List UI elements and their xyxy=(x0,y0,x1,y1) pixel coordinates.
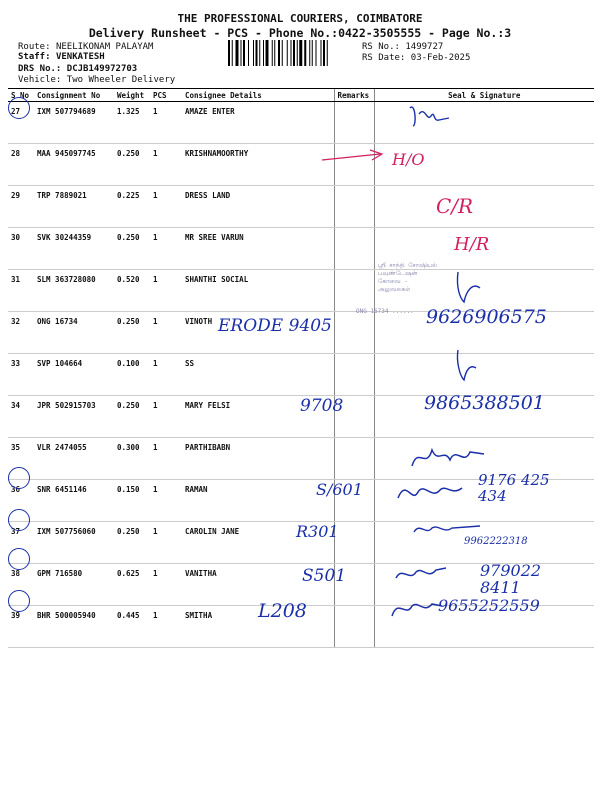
cell-signature xyxy=(374,186,594,228)
cell-remarks xyxy=(334,270,374,312)
route-value: NEELIKONAM PALAYAM xyxy=(55,42,154,52)
phone-38: 979022 8411 xyxy=(480,561,542,597)
table-header xyxy=(8,89,594,102)
barcode-bar xyxy=(299,40,302,66)
barcode-bar xyxy=(323,40,325,66)
cell-weight: 1.325 xyxy=(114,102,150,144)
cell-consignment: MAA 945097745 xyxy=(34,144,114,186)
cell-consignment: IXM 507756060 xyxy=(34,522,114,564)
cell-remarks xyxy=(334,522,374,564)
cell-consignment: BHR 500005940 xyxy=(34,606,114,648)
barcode-bar xyxy=(228,40,230,66)
barcode-bar xyxy=(263,40,264,66)
remark-38: S501 xyxy=(302,566,347,586)
col-pcs: PCS xyxy=(150,89,182,102)
cell-consignment: GPM 716580 xyxy=(34,564,114,606)
barcode-bar xyxy=(321,40,322,66)
barcode-bar xyxy=(282,40,283,66)
barcode-bar xyxy=(253,40,254,66)
table-row xyxy=(8,102,594,144)
cell-weight: 0.250 xyxy=(114,144,150,186)
table-row xyxy=(8,522,594,564)
barcode-bar xyxy=(327,40,328,66)
cell-consignee: SS xyxy=(182,354,334,396)
table-row xyxy=(8,564,594,606)
phone-37: 9962222318 xyxy=(464,536,528,547)
cell-pcs: 1 xyxy=(150,396,182,438)
cell-signature xyxy=(374,144,594,186)
rs-no-value: 1499727 xyxy=(405,42,444,52)
cell-sno: 29 xyxy=(8,186,34,228)
table-row xyxy=(8,438,594,480)
cell-pcs: 1 xyxy=(150,480,182,522)
handwriting-34: 9708 xyxy=(300,396,344,416)
drs-line: DRS No.: DCJB149972703 xyxy=(18,64,138,74)
rs-date-line: RS Date: 03-Feb-2025 xyxy=(362,53,471,63)
cell-consignee: DRESS LAND xyxy=(182,186,334,228)
cell-consignment: TRP 7889021 xyxy=(34,186,114,228)
barcode-bar xyxy=(274,40,275,66)
cell-remarks xyxy=(334,438,374,480)
cell-weight: 0.250 xyxy=(114,522,150,564)
cell-consignee: SMITHA xyxy=(182,606,334,648)
barcode-bar xyxy=(287,40,288,66)
table-row xyxy=(8,144,594,186)
drs-value: DCJB149972703 xyxy=(66,64,138,74)
cell-remarks xyxy=(334,186,374,228)
col-remarks: Remarks xyxy=(334,89,374,102)
col-weight: Weight xyxy=(114,89,150,102)
cell-consignment: SNR 6451146 xyxy=(34,480,114,522)
table-row xyxy=(8,606,594,648)
cell-pcs: 1 xyxy=(150,186,182,228)
col-signature: Seal & Signature xyxy=(374,89,594,102)
cell-consignee: PARTHIBABN xyxy=(182,438,334,480)
remark-36: S/601 xyxy=(316,480,363,499)
runsheet-subtitle: Delivery Runsheet - PCS - Phone No.:0422-3505555 - Page No.:3 xyxy=(88,26,512,40)
cell-consignee: SHANTHI SOCIAL xyxy=(182,270,334,312)
remark-30: H/R xyxy=(454,234,490,255)
table-row xyxy=(8,186,594,228)
signature-36 xyxy=(392,474,472,508)
stamp-32: ONG 16734 ...... xyxy=(356,308,414,315)
table-row xyxy=(8,312,594,354)
barcode-bar xyxy=(278,40,280,66)
cell-pcs: 1 xyxy=(150,228,182,270)
cell-consignment: SVP 104664 xyxy=(34,354,114,396)
signature-39 xyxy=(386,592,446,626)
cell-remarks xyxy=(334,312,374,354)
barcode-bar xyxy=(243,40,245,66)
barcode-bar xyxy=(312,40,313,66)
cell-sno: 36 xyxy=(8,480,34,522)
col-consignment: Consignment No xyxy=(34,89,114,102)
cell-consignee: RAMAN xyxy=(182,480,334,522)
cell-sno: 32 xyxy=(8,312,34,354)
phone-32: 9626906575 xyxy=(426,306,547,328)
cell-sno: 33 xyxy=(8,354,34,396)
cell-weight: 0.150 xyxy=(114,480,150,522)
cell-consignee: AMAZE ENTER xyxy=(182,102,334,144)
barcode-bar xyxy=(304,40,306,66)
cell-pcs: 1 xyxy=(150,270,182,312)
barcode-bar xyxy=(236,40,239,66)
cell-pcs: 1 xyxy=(150,102,182,144)
signature-31 xyxy=(450,268,490,308)
signature-38 xyxy=(392,560,452,586)
vehicle-value: Two Wheeler Delivery xyxy=(66,75,176,85)
cell-weight: 0.625 xyxy=(114,564,150,606)
barcode-bar xyxy=(293,40,295,66)
table-row xyxy=(8,270,594,312)
cell-weight: 0.225 xyxy=(114,186,150,228)
cell-consignee: CAROLIN JANE xyxy=(182,522,334,564)
barcode-bar xyxy=(291,40,292,66)
cell-signature xyxy=(374,396,594,438)
barcode-bar xyxy=(256,40,258,66)
phone-36: 9176 425 434 xyxy=(478,471,550,505)
handwriting-32: ERODE 9405 xyxy=(218,316,332,336)
remark-29: C/R xyxy=(436,194,474,218)
barcode-bar xyxy=(316,40,317,66)
cell-pcs: 1 xyxy=(150,354,182,396)
table-row xyxy=(8,354,594,396)
cell-remarks xyxy=(334,564,374,606)
cell-consignment: SVK 30244359 xyxy=(34,228,114,270)
cell-sno: 28 xyxy=(8,144,34,186)
company-stamp: ஸ்ரீ சாந்தி சோஷியல் பவுண்டேஷன் கோவை - அலுவலகம் xyxy=(378,262,437,293)
cell-sno: 37 xyxy=(8,522,34,564)
cell-consignee: VANITHA xyxy=(182,564,334,606)
cell-remarks xyxy=(334,102,374,144)
cell-pcs: 1 xyxy=(150,312,182,354)
cell-weight: 0.250 xyxy=(114,228,150,270)
barcode-bar xyxy=(259,40,260,66)
barcode-bar xyxy=(266,40,269,66)
barcode-bar xyxy=(232,40,233,66)
cell-consignment: VLR 2474055 xyxy=(34,438,114,480)
cell-sno: 34 xyxy=(8,396,34,438)
cell-pcs: 1 xyxy=(150,522,182,564)
cell-signature xyxy=(374,354,594,396)
cell-pcs: 1 xyxy=(150,564,182,606)
barcode-bar xyxy=(241,40,242,66)
cell-consignee: KRISHNAMOORTHY xyxy=(182,144,334,186)
col-sno: S No xyxy=(8,89,34,102)
staff-value: VENKATESH xyxy=(55,52,105,62)
phone-34: 9865388501 xyxy=(424,392,545,414)
remark-39: L208 xyxy=(258,600,307,622)
cell-weight: 0.520 xyxy=(114,270,150,312)
cell-consignee: MR SREE VARUN xyxy=(182,228,334,270)
remark-28: H/O xyxy=(392,150,425,169)
cell-consignment: SLM 363728080 xyxy=(34,270,114,312)
cell-sno: 27 xyxy=(8,102,34,144)
barcode xyxy=(228,40,354,66)
cell-weight: 0.300 xyxy=(114,438,150,480)
cell-sno: 30 xyxy=(8,228,34,270)
cell-consignment: IXM 507794689 xyxy=(34,102,114,144)
barcode-bar xyxy=(272,40,273,66)
cell-signature xyxy=(374,312,594,354)
cell-consignment: JPR 502915703 xyxy=(34,396,114,438)
table-row xyxy=(8,228,594,270)
table-row xyxy=(8,480,594,522)
cell-sno: 31 xyxy=(8,270,34,312)
signature-33 xyxy=(452,348,482,384)
cell-remarks xyxy=(334,396,374,438)
signature-37 xyxy=(410,518,490,540)
table-row xyxy=(8,396,594,438)
arrow-mark xyxy=(320,148,390,168)
col-consignee: Consignee Details xyxy=(182,89,334,102)
cell-weight: 0.250 xyxy=(114,312,150,354)
remark-37: R301 xyxy=(296,522,339,541)
barcode-bar xyxy=(309,40,310,66)
cell-weight: 0.250 xyxy=(114,396,150,438)
cell-remarks xyxy=(334,480,374,522)
cell-consignee: VINOTH xyxy=(182,312,334,354)
cell-weight: 0.445 xyxy=(114,606,150,648)
cell-pcs: 1 xyxy=(150,606,182,648)
cell-remarks xyxy=(334,354,374,396)
cell-remarks xyxy=(334,606,374,648)
cell-signature xyxy=(374,228,594,270)
staff-line: Staff: VENKATESH xyxy=(18,52,105,62)
barcode-bar xyxy=(248,40,249,66)
cell-pcs: 1 xyxy=(150,144,182,186)
rs-no-line: RS No.: 1499727 xyxy=(362,42,444,52)
cell-sno: 35 xyxy=(8,438,34,480)
cell-sno: 38 xyxy=(8,564,34,606)
rs-date-value: 03-Feb-2025 xyxy=(410,53,471,63)
cell-consignee: MARY FELSI xyxy=(182,396,334,438)
vehicle-line: Vehicle: Two Wheeler Delivery xyxy=(18,75,176,85)
cell-weight: 0.100 xyxy=(114,354,150,396)
company-title: THE PROFESSIONAL COURIERS, COIMBATORE xyxy=(177,12,423,25)
runsheet-table xyxy=(8,88,594,648)
cell-consignment: ONG 16734 xyxy=(34,312,114,354)
phone-39: 9655252559 xyxy=(438,596,540,615)
barcode-bar xyxy=(297,40,298,66)
route-line: Route: NEELIKONAM PALAYAM xyxy=(18,42,154,52)
signature-27 xyxy=(405,100,455,130)
cell-sno: 39 xyxy=(8,606,34,648)
signature-35 xyxy=(408,436,488,476)
cell-pcs: 1 xyxy=(150,438,182,480)
cell-remarks xyxy=(334,228,374,270)
